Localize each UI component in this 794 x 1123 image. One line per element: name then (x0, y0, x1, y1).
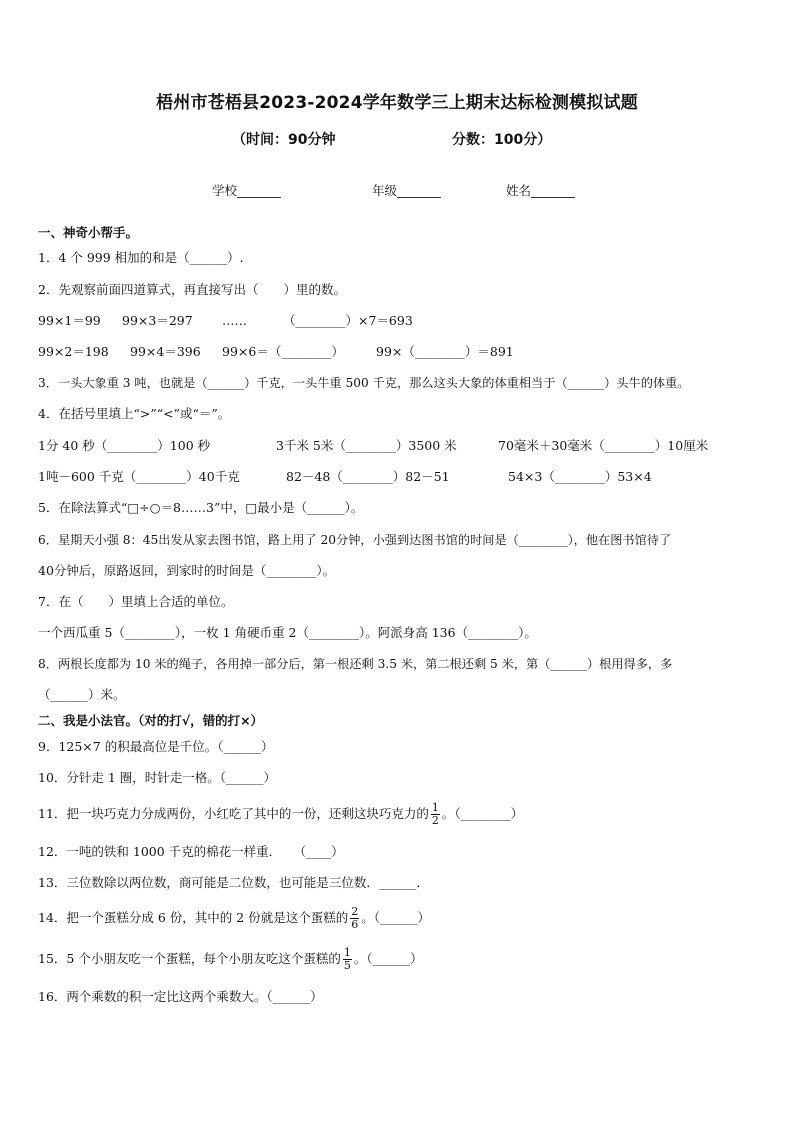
question-12: 12．一吨的铁和 1000 千克的棉花一样重． （____） (38, 844, 344, 859)
q2-row1-col3: …… (222, 313, 247, 328)
question-13: 13．三位数除以两位数，商可能是二位数，也可能是三位数．______． (38, 875, 429, 890)
exam-time: （时间：90分钟 (232, 132, 336, 148)
question-1: 1．4 个 999 相加的和是（______）. (38, 250, 244, 265)
question-11 (38, 802, 523, 827)
question-16: 16．两个乘数的积一定比这两个乘数大。（______） (38, 989, 323, 1004)
question-4: 4．在括号里填上“>”“<”或“＝”。 (38, 406, 231, 421)
q2-row1-col4: （________）×7＝693 (283, 313, 413, 328)
q11-fraction (431, 802, 440, 827)
section-2-heading: 二、我是小法官。（对的打√，错的打×） (38, 713, 264, 728)
q2-row2-col2: 99×4＝396 (130, 344, 201, 359)
q15-answer: 。（______） (353, 951, 423, 966)
question-7: 7．在（ ）里填上合适的单位。 (38, 594, 234, 609)
q2-row2-col4: 99×（________）＝891 (376, 344, 514, 359)
q4-row2-col3: 54×3（________）53×4 (508, 469, 652, 484)
question-9: 9．125×7 的积最高位是千位。（______） (38, 739, 274, 754)
q14-fraction (350, 906, 359, 931)
question-14 (38, 906, 430, 931)
q14-answer: 。（______） (361, 910, 430, 925)
question-2: 2．先观察前面四道算式，再直接写出（ ）里的数。 (38, 282, 346, 297)
q2-row1-col2: 99×3＝297 (122, 313, 193, 328)
q11-answer: 。（________） (441, 806, 524, 821)
q15-numerator: 1 (343, 946, 351, 959)
school-field[interactable]: 学校_______ (212, 183, 281, 198)
exam-score: 分数：100分） (452, 132, 552, 148)
q15-fraction (343, 947, 352, 972)
q2-row2-col1: 99×2＝198 (38, 344, 109, 359)
grade-field[interactable]: 年级_______ (372, 183, 441, 198)
q11-text: 11．把一块巧克力分成两份，小红吃了其中的一份，还剩这块巧克力的 (38, 806, 429, 821)
question-3: 3．一头大象重 3 吨，也就是（______）千克，一头牛重 500 千克，那么这头大象的体重相当于（______）头牛的体重。 (38, 376, 690, 390)
question-6-line1: 6．星期天小强 8：45出发从家去图书馆，路上用了 20分钟，小强到达图书馆的时间是（________），他在图书馆待了 (38, 533, 672, 547)
q14-numerator: 2 (351, 905, 359, 918)
question-8-line2: （______）米。 (38, 687, 126, 702)
q4-row1-col1: 1分 40 秒（________）100 秒 (38, 438, 211, 453)
name-field[interactable]: 姓名_______ (506, 183, 575, 198)
q11-numerator: 1 (431, 801, 439, 814)
question-15 (38, 947, 423, 972)
q4-row2-col1: 1吨－600 千克（________）40千克 (38, 469, 240, 484)
q4-row2-col2: 82－48（________）82－51 (286, 469, 450, 484)
question-7-row: 一个西瓜重 5（________），一枚 1 角硬币重 2（________）。阿派身高 136（________）。 (38, 625, 537, 640)
q2-row1-col1: 99×1＝99 (38, 313, 101, 328)
section-1-heading: 一、神奇小帮手。 (38, 225, 139, 240)
q4-row1-col3: 70毫米＋30毫米（________）10厘米 (498, 438, 709, 453)
q15-denominator: 5 (343, 959, 351, 972)
q14-text: 14．把一个蛋糕分成 6 份，其中的 2 份就是这个蛋糕的 (38, 910, 349, 925)
q11-denominator: 2 (431, 814, 439, 827)
question-5: 5．在除法算式“□÷○＝8……3”中，□最小是（______）。 (38, 500, 364, 515)
question-8-line1: 8．两根长度都为 10 米的绳子，各用掉一部分后，第一根还剩 3.5 米，第二根还剩 5 米，第（______）根用得多，多 (38, 657, 673, 671)
page-title: 梧州市苍梧县2023-2024学年数学三上期末达标检测模拟试题 (156, 93, 638, 113)
q4-row1-col2: 3千米 5米（________）3500 米 (276, 438, 457, 453)
question-6-line2: 40分钟后，原路返回，到家时的时间是（________）。 (38, 563, 336, 578)
q2-row2-col3: 99×6＝（________） (222, 344, 344, 359)
q14-denominator: 6 (351, 918, 359, 931)
q15-text: 15．5 个小朋友吃一个蛋糕，每个小朋友吃这个蛋糕的 (38, 951, 341, 966)
question-10: 10．分针走 1 圈，时针走一格。（______） (38, 770, 277, 785)
